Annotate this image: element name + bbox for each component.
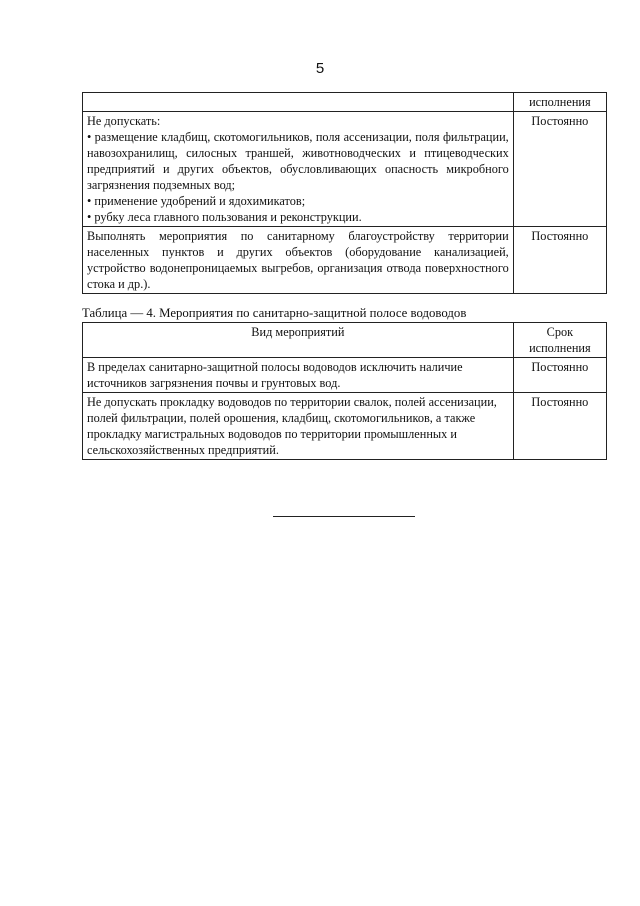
measure-cell: Не допускать прокладку водоводов по территории свалок, полей ассенизации, полей фильтрации, полей орошения, кладбищ, скотомогильников, а также прокладку магистральных водоводов по территории промышленных и сельскохозяйственных предприятий.: [83, 393, 514, 460]
measure-cell: [83, 112, 514, 227]
header-cell-measures: Вид мероприятий: [83, 323, 514, 358]
measure-cell: В пределах санитарно-защитной полосы водоводов исключить наличие источников загрязнения почвы и грунтовых вод.: [83, 358, 514, 393]
term-cell: Постоянно: [513, 227, 606, 294]
page-number: 5: [315, 60, 325, 77]
table-caption: Таблица — 4. Мероприятия по санитарно-защитной полосе водоводов: [82, 306, 467, 320]
table-row: [83, 393, 607, 460]
term-cell: Постоянно: [513, 393, 606, 460]
term-cell: Постоянно: [513, 358, 606, 393]
measure-line: • рубку леса главного пользования и реконструкции.: [87, 210, 362, 224]
header-cell-term: исполнения: [513, 93, 606, 112]
measure-line: Не допускать:: [87, 114, 161, 128]
table-header-row: [83, 323, 607, 358]
table-header-row: [83, 93, 607, 112]
measure-line: • размещение кладбищ, скотомогильников, поля ассенизации, поля фильтрации, навозохранилищ, силосных траншей, животноводческих и птицеводческих предприятий и других объектов, обусловливающих опасность микробного загрязнения подземных вод;: [87, 130, 509, 192]
measure-line: • применение удобрений и ядохимикатов;: [87, 194, 306, 208]
table-row: [83, 112, 607, 227]
end-divider: [273, 516, 415, 517]
term-cell: Постоянно: [513, 112, 606, 227]
measures-table-continued: [82, 92, 607, 294]
measure-line: Выполнять мероприятия по санитарному благоустройству территории населенных пунктов и других объектов (оборудование канализацией, устройство водонепроницаемых выгребов, организация отвода поверхностного стока и др.).: [87, 229, 509, 291]
waterline-measures-table: [82, 322, 607, 460]
header-cell-empty: [83, 93, 514, 112]
measure-cell: [83, 227, 514, 294]
table-row: [83, 358, 607, 393]
table-row: [83, 227, 607, 294]
header-cell-term: Срок исполнения: [513, 323, 606, 358]
